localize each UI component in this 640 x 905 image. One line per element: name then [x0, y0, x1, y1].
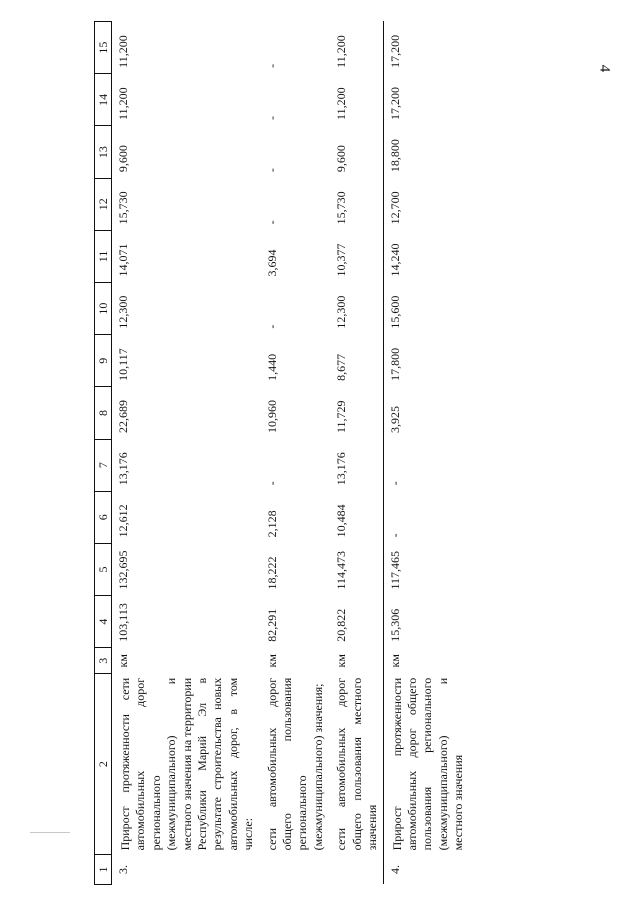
value-cell: 13,176 [116, 452, 130, 486]
value-cell: 12,700 [383, 178, 469, 230]
row-unit: км [116, 654, 130, 668]
value-cell: 11,729 [334, 400, 349, 434]
page-number: 4 [596, 64, 613, 73]
value-cell: 15,730 [116, 191, 130, 225]
table-row [112, 22, 259, 885]
row-unit: км [383, 648, 469, 674]
value-cell: 18,222 [264, 556, 279, 590]
value-cell: - [383, 491, 469, 543]
value-cell: 10,117 [116, 348, 130, 381]
value-cell: 10,484 [334, 504, 349, 538]
value-cell: 17,200 [383, 22, 469, 74]
scan-mark [30, 832, 70, 833]
value-cell: 17,200 [383, 74, 469, 126]
value-cell: 9,600 [116, 145, 130, 173]
value-cell: - [264, 168, 279, 173]
value-cell: 18,800 [383, 126, 469, 178]
row-unit: км [334, 654, 349, 668]
value-cell: 3,925 [383, 387, 469, 439]
header-cell: 11 [95, 230, 112, 282]
table-row [328, 22, 383, 885]
value-cell: 10,377 [334, 243, 349, 277]
header-cell: 2 [95, 674, 112, 855]
value-cell: 14,240 [383, 230, 469, 282]
header-cell: 3 [95, 648, 112, 674]
header-cell: 15 [95, 22, 112, 74]
value-cell: 12,612 [116, 504, 130, 538]
value-cell: 1,440 [264, 353, 279, 381]
table-row [383, 22, 469, 885]
header-cell: 6 [95, 491, 112, 543]
header-cell: 10 [95, 283, 112, 335]
table-row [259, 22, 329, 885]
header-cell: 12 [95, 178, 112, 230]
value-cell: 12,300 [334, 295, 349, 329]
value-cell: 117,465 [383, 543, 469, 595]
value-cell: 2,128 [264, 510, 279, 538]
value-cell: 15,306 [383, 596, 469, 648]
header-cell: 4 [95, 596, 112, 648]
row-description: сети автомобильных дорог общего пользования регионального (межмуниципального) значения; [264, 677, 325, 851]
header-cell: 9 [95, 335, 112, 387]
value-cell: 14,071 [116, 243, 130, 277]
value-cell: 82,291 [264, 608, 279, 642]
value-cell: 8,677 [334, 353, 349, 381]
header-row [95, 22, 112, 885]
value-cell: 114,473 [334, 550, 349, 590]
value-cell: 11,200 [334, 35, 349, 68]
value-cell: - [264, 220, 279, 225]
value-cell: 9,600 [334, 145, 349, 173]
value-cell: 103,113 [116, 603, 130, 642]
row-number: 4. [383, 854, 469, 884]
value-cell: - [264, 63, 279, 68]
value-cell: - [264, 115, 279, 120]
value-cell: 22,689 [116, 400, 130, 434]
indicators-table [94, 21, 469, 885]
value-cell: 11,200 [116, 35, 130, 68]
value-cell: 11,200 [116, 87, 130, 120]
header-cell: 7 [95, 439, 112, 491]
value-cell: 3,694 [264, 249, 279, 277]
header-cell: 1 [95, 854, 112, 884]
header-cell: 8 [95, 387, 112, 439]
row-number: 3. [116, 864, 130, 874]
value-cell: 13,176 [334, 452, 349, 486]
value-cell: 20,822 [334, 608, 349, 642]
value-cell: 15,730 [334, 191, 349, 225]
header-cell: 5 [95, 543, 112, 595]
row-description: Прирост протяженности сети автомобильных дорог регионального (межмуниципального) и местного значения на территории Республики Марий Эл в результате строительства новых автомобильных дорог, в том числе: [118, 677, 256, 851]
value-cell: 132,695 [116, 550, 130, 590]
value-cell: 11,200 [334, 87, 349, 120]
row-description: сети автомобильных дорог общего пользования местного значения [334, 677, 380, 851]
row-number [259, 854, 329, 884]
value-cell: 12,300 [116, 295, 130, 329]
row-number [328, 854, 383, 884]
value-cell: - [383, 439, 469, 491]
value-cell: - [264, 324, 279, 329]
value-cell: 15,600 [383, 283, 469, 335]
row-description: Прирост протяженности автомобильных дорог общего пользования регионального (межмуниципального) и местного значения [383, 674, 469, 855]
value-cell: 10,960 [264, 400, 279, 434]
value-cell: - [264, 481, 279, 486]
header-cell: 13 [95, 126, 112, 178]
header-cell: 14 [95, 74, 112, 126]
row-unit: км [264, 654, 279, 668]
value-cell: 17,800 [383, 335, 469, 387]
